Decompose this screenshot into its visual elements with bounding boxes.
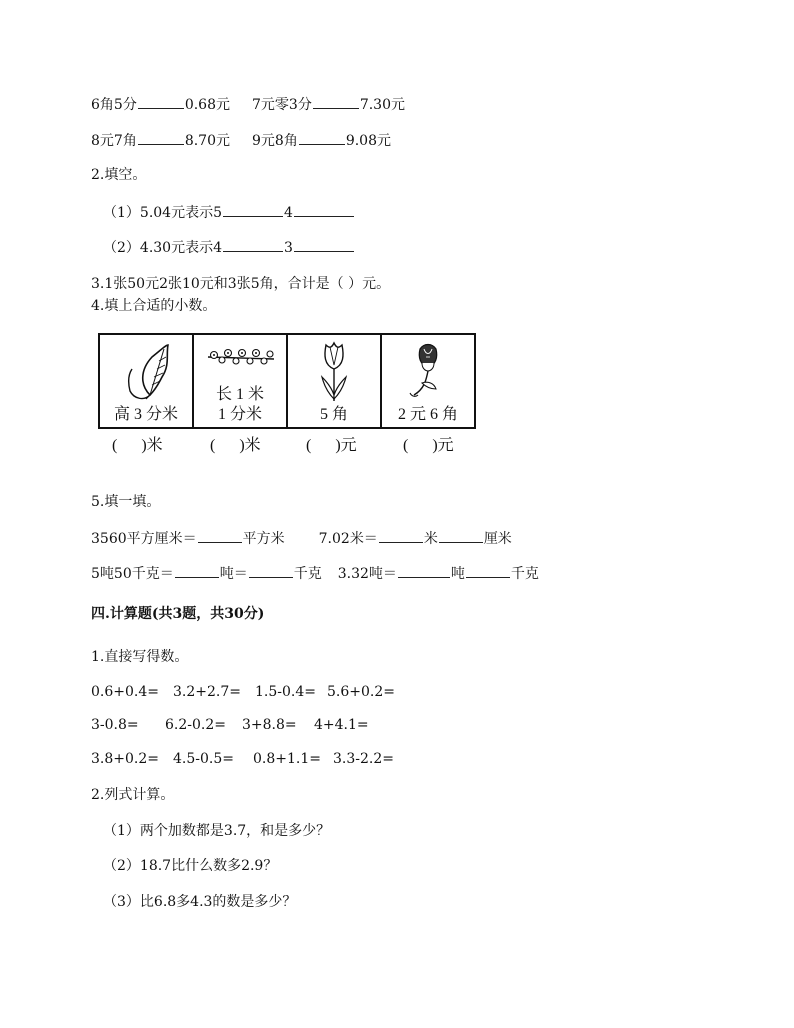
picture-table bbox=[98, 333, 476, 429]
answer-blank[interactable] bbox=[466, 564, 510, 578]
calc-item: 3.2+2.7= bbox=[173, 684, 241, 700]
q5-r2-b: 吨＝ bbox=[219, 566, 248, 582]
q5-r2-c: 千克 bbox=[293, 566, 322, 582]
answer-blank[interactable] bbox=[223, 203, 283, 217]
calc-row-2 bbox=[91, 716, 369, 734]
compare-left-1: 6角5分 bbox=[91, 97, 137, 113]
answer-blank[interactable] bbox=[198, 529, 242, 543]
q5-r2-a: 5吨50千克＝ bbox=[91, 566, 174, 582]
answer-blank[interactable] bbox=[439, 529, 483, 543]
cell-3-caption: 5 角 bbox=[319, 406, 348, 423]
calc-item: 3-0.8= bbox=[91, 717, 139, 733]
calc-item: 0.8+1.1= bbox=[253, 751, 321, 767]
calc-item: 1.5-0.4= bbox=[255, 684, 316, 700]
q2-item-1 bbox=[103, 203, 355, 222]
compare-right-1: 0.68元 bbox=[184, 97, 230, 113]
answer-blank[interactable] bbox=[379, 529, 423, 543]
calc-item: 5.6+0.2= bbox=[327, 684, 395, 700]
compare-left-2: 7元零3分 bbox=[252, 97, 312, 113]
answer-4[interactable]: ( )元 bbox=[403, 437, 454, 454]
q2-item-2-mid: 3 bbox=[284, 240, 293, 256]
compare-left-4: 9元8角 bbox=[252, 133, 298, 149]
q2-item-1-text: （1）5.04元表示5 bbox=[103, 205, 222, 221]
q5-r1-d: 米 bbox=[423, 531, 438, 547]
answer-2[interactable]: ( )米 bbox=[210, 437, 261, 454]
cell-2-caption: 1 分米 bbox=[217, 406, 262, 423]
q2-title: 2.填空。 bbox=[91, 167, 147, 183]
picture-cell-1 bbox=[99, 334, 193, 428]
list-title: 2.列式计算。 bbox=[91, 787, 175, 803]
section-4-title: 四.计算题(共3题，共30分) bbox=[91, 606, 265, 622]
compare-left-3: 8元7角 bbox=[91, 133, 137, 149]
calc-item: 0.6+0.4= bbox=[91, 684, 159, 700]
calc-item: 4+4.1= bbox=[314, 717, 369, 733]
q5-r1-c: 7.02米＝ bbox=[318, 531, 378, 547]
compare-right-3: 8.70元 bbox=[184, 133, 230, 149]
calc-item: 6.2-0.2= bbox=[165, 717, 226, 733]
cell-2-caption-top: 长 1 米 bbox=[215, 386, 264, 403]
q5-r1-a: 3560平方厘米＝ bbox=[91, 531, 197, 547]
picture-cell-4 bbox=[381, 334, 475, 428]
list-item-2: （2）18.7比什么数多2.9？ bbox=[103, 858, 278, 874]
answer-blank[interactable] bbox=[223, 238, 283, 252]
q5-r2-d: 3.32吨＝ bbox=[337, 566, 397, 582]
calc-row-1 bbox=[91, 683, 395, 701]
compare-row-2 bbox=[91, 131, 391, 150]
q5-r2-e: 吨 bbox=[450, 566, 465, 582]
q5-r1-e: 厘米 bbox=[483, 531, 512, 547]
calc-item: 3.8+0.2= bbox=[91, 751, 159, 767]
calc-item: 3.3-2.2= bbox=[333, 751, 394, 767]
cell-4-caption: 2 元 6 角 bbox=[397, 406, 458, 423]
calc-item: 3+8.8= bbox=[242, 717, 297, 733]
compare-right-2: 7.30元 bbox=[359, 97, 405, 113]
cell-1-caption: 高 3 分米 bbox=[113, 406, 178, 423]
picture-cell-2 bbox=[193, 334, 287, 428]
answer-blank[interactable] bbox=[294, 238, 354, 252]
q5-row-1 bbox=[91, 529, 512, 548]
answer-blank[interactable] bbox=[138, 131, 184, 145]
q2-item-2-text: （2）4.30元表示4 bbox=[103, 240, 222, 256]
calc-item: 4.5-0.5= bbox=[173, 751, 234, 767]
q3-text: 3.1张50元2张10元和3张5角，合计是（ ）元。 bbox=[91, 276, 391, 292]
answer-blank[interactable] bbox=[294, 203, 354, 217]
picture-cell-3 bbox=[287, 334, 381, 428]
answer-3[interactable]: ( )元 bbox=[306, 437, 357, 454]
compare-right-4: 9.08元 bbox=[345, 133, 391, 149]
answer-1[interactable]: ( )米 bbox=[112, 437, 163, 454]
calc-row-3 bbox=[91, 750, 394, 768]
answer-blank[interactable] bbox=[138, 95, 184, 109]
answer-blank[interactable] bbox=[175, 564, 219, 578]
q2-item-1-mid: 4 bbox=[284, 205, 293, 221]
list-item-3: （3）比6.8多4.3的数是多少？ bbox=[103, 894, 297, 910]
q4-title: 4.填上合适的小数。 bbox=[91, 298, 217, 314]
answer-blank[interactable] bbox=[398, 564, 450, 578]
q5-r2-f: 千克 bbox=[510, 566, 539, 582]
q2-item-2 bbox=[103, 238, 355, 257]
q5-title: 5.填一填。 bbox=[91, 494, 161, 510]
compare-row-1 bbox=[91, 95, 405, 114]
answer-blank[interactable] bbox=[313, 95, 359, 109]
answer-blank[interactable] bbox=[299, 131, 345, 145]
q5-r1-b: 平方米 bbox=[242, 531, 285, 547]
q5-row-2 bbox=[91, 564, 539, 583]
answer-blank[interactable] bbox=[249, 564, 293, 578]
calc-title: 1.直接写得数。 bbox=[91, 649, 189, 665]
list-item-1: （1）两个加数都是3.7，和是多少？ bbox=[103, 823, 331, 839]
